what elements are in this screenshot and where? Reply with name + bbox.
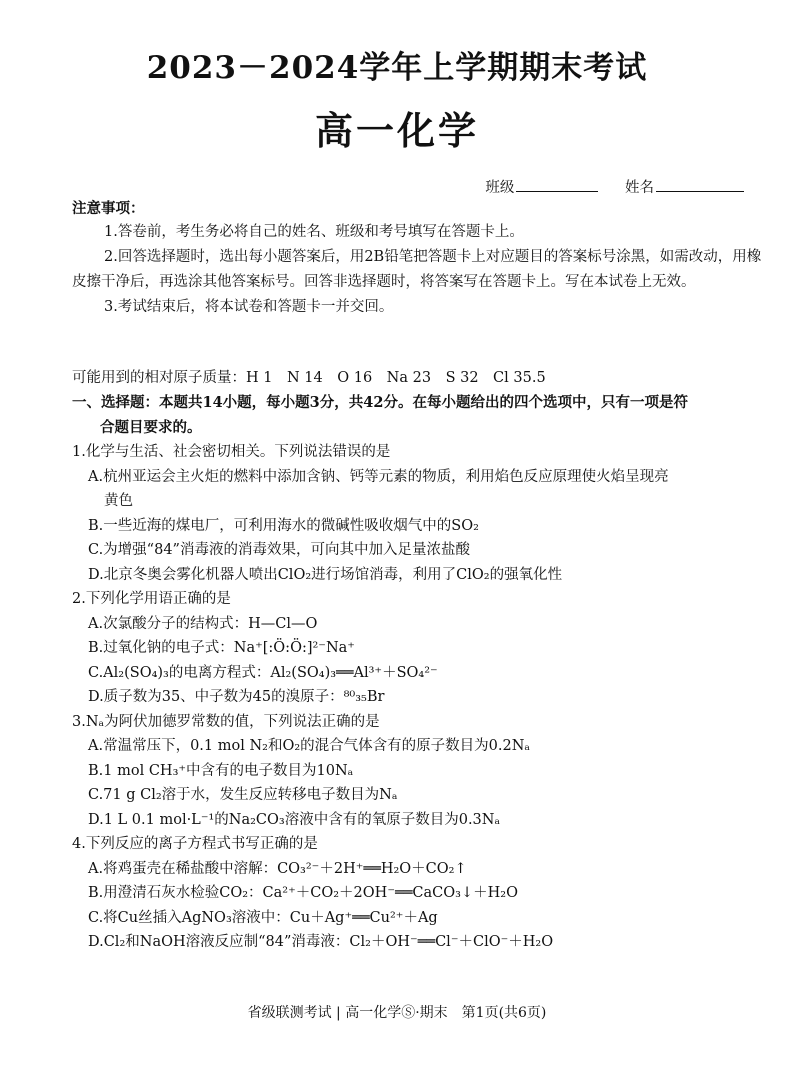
option: C.Al₂(SO₄)₃的电离方程式：Al₂(SO₄)₃══Al³⁺＋SO₄²⁻ [88, 664, 438, 681]
option: A.杭州亚运会主火炬的燃料中添加含钠、钙等元素的物质，利用焰色反应原理使火焰呈现亮 [88, 468, 669, 485]
option: A.将鸡蛋壳在稀盐酸中溶解：CO₃²⁻＋2H⁺══H₂O＋CO₂↑ [88, 860, 467, 877]
atomic-masses: 可能用到的相对原子质量：H 1 N 14 O 16 Na 23 S 32 Cl 35.5 [72, 370, 546, 386]
option: C.为增强“84”消毒液的消毒效果，可向其中加入足量浓盐酸 [88, 542, 470, 558]
notice-item: 2.回答选择题时，选出每小题答案后，用2B铅笔把答题卡上对应题目的答案标号涂黑，如需改动，用橡皮擦干净后，再选涂其他答案标号。回答非选择题时，将答案写在答题卡上。写在本试卷上无效。 [72, 249, 762, 290]
option: B.一些近海的煤电厂，可利用海水的微碱性吸收烟气中的SO₂ [88, 517, 479, 534]
option: D.1 L 0.1 mol·L⁻¹的Na₂CO₃溶液中含有的氧原子数目为0.3Nₐ [88, 811, 501, 828]
notice-item: 1.答卷前，考生务必将自己的姓名、班级和考号填写在答题卡上。 [104, 224, 524, 240]
option: B.1 mol CH₃⁺中含有的电子数目为10Nₐ [88, 762, 354, 779]
class-blank [516, 177, 598, 192]
name-label: 姓名 [625, 180, 654, 196]
exam-subject: 高一化学 [314, 108, 479, 153]
question-stem: 4.下列反应的离子方程式书写正确的是 [72, 836, 318, 852]
option: D.质子数为35、中子数为45的溴原子：⁸⁰₃₅Br [88, 689, 385, 705]
notice-heading: 注意事项： [72, 200, 145, 217]
section-heading-line: 一、选择题：本题共14小题，每小题3分，共42分。在每小题给出的四个选项中，只有一项是符 [72, 394, 688, 411]
option: A.次氯酸分子的结构式：H—Cl—O [88, 615, 318, 632]
option: C.71 g Cl₂溶于水，发生反应转移电子数目为Nₐ [88, 787, 398, 803]
question-stem: 1.化学与生活、社会密切相关。下列说法错误的是 [72, 444, 391, 460]
section-heading [72, 390, 762, 440]
option: D.Cl₂和NaOH溶液反应制“84”消毒液：Cl₂＋OH⁻══Cl⁻＋ClO⁻＋H₂O [88, 934, 554, 950]
section-heading-line: 合题目要求的。 [100, 419, 202, 436]
option: A.常温常压下，0.1 mol N₂和O₂的混合气体含有的原子数目为0.2Nₐ [88, 738, 531, 754]
class-label: 班级 [485, 180, 515, 196]
notice-list [72, 220, 762, 320]
student-info-fields [463, 176, 744, 197]
option-continuation: 黄色 [104, 493, 133, 509]
page-footer: 省级联测考试 | 高一化学Ⓢ·期末 第1页(共6页) [247, 1005, 547, 1021]
option: B.用澄清石灰水检验CO₂：Ca²⁺＋CO₂＋2OH⁻══CaCO₃↓＋H₂O [88, 885, 518, 901]
question-list [72, 440, 762, 955]
name-blank [656, 177, 744, 192]
option: C.将Cu丝插入AgNO₃溶液中：Cu＋Ag⁺══Cu²⁺＋Ag [88, 909, 438, 926]
option: D.北京冬奥会雾化机器人喷出ClO₂进行场馆消毒，利用了ClO₂的强氧化性 [88, 566, 563, 583]
exam-title: 2023－2024学年上学期期末考试 [146, 50, 648, 86]
question-stem: 3.Nₐ为阿伏加德罗常数的值，下列说法正确的是 [72, 713, 380, 730]
notice-item: 3.考试结束后，将本试卷和答题卡一并交回。 [104, 299, 394, 315]
question-stem: 2.下列化学用语正确的是 [72, 591, 231, 607]
option: B.过氧化钠的电子式：Na⁺[:Ö:Ö:]²⁻Na⁺ [88, 640, 355, 656]
